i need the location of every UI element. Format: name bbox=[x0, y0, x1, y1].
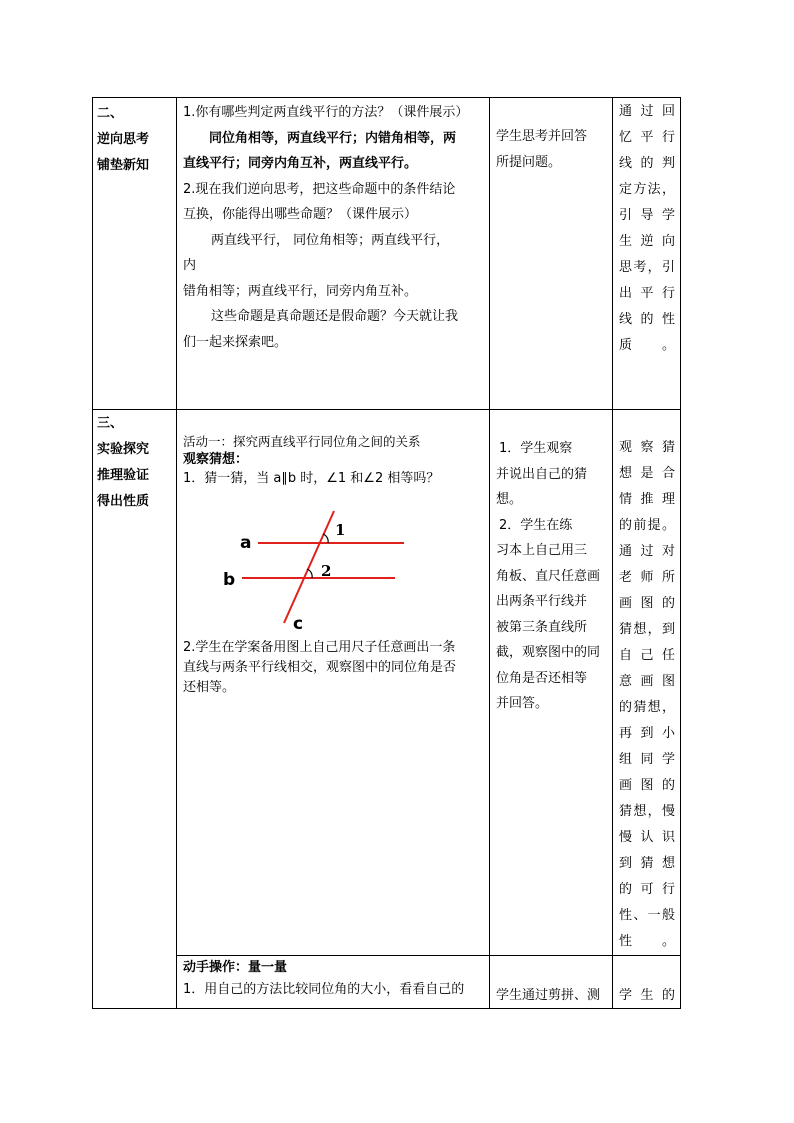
intent-line: 定 方 法 ， bbox=[619, 182, 675, 197]
intent-line: 画 图 的 bbox=[619, 778, 675, 793]
section3-question2 bbox=[183, 638, 456, 698]
content-line: 内 bbox=[183, 258, 197, 273]
intent-line: 自 己 任 bbox=[619, 648, 675, 663]
content-line: 同位角相等，两直线平行；内错角相等，两 bbox=[209, 130, 457, 146]
student-line: 位角是否还相等 bbox=[496, 670, 588, 686]
intent-line: 线 的 判 bbox=[619, 156, 675, 171]
table-col-divider-1 bbox=[176, 97, 177, 1009]
section3-title-line: 实验探究 bbox=[97, 442, 150, 457]
intent-line: 质 。 bbox=[619, 338, 675, 353]
intent-line: 观 察 猜 bbox=[619, 440, 675, 455]
table-row-divider-1 bbox=[92, 409, 681, 410]
section2-title-line: 铺垫新知 bbox=[97, 158, 150, 173]
question-2-line: 直线与两条平行线相交，观察图中的同位角是否 bbox=[183, 660, 457, 675]
intent-line: 引 导 学 bbox=[619, 208, 675, 223]
intent-line: 画 图 的 bbox=[619, 596, 675, 611]
student-line: 学生思考并回答 bbox=[496, 129, 588, 144]
intent-line: 想 是 合 bbox=[619, 466, 675, 481]
intent-line: 性 、 一 般 bbox=[619, 908, 675, 923]
angle-1-label: 1 bbox=[335, 521, 346, 539]
section2-intent bbox=[619, 99, 675, 359]
section2-content bbox=[183, 100, 468, 355]
intent-line: 猜 想 ， 慢 bbox=[619, 804, 675, 819]
section2-student bbox=[496, 124, 587, 175]
intent-line: 猜 想 ， 到 bbox=[619, 622, 675, 637]
parallel-lines-figure bbox=[220, 505, 450, 635]
section3-content bbox=[183, 433, 439, 490]
student-line: 截，观察图中的同 bbox=[496, 645, 601, 660]
student-line: 所提问题。 bbox=[496, 154, 562, 170]
section4-content bbox=[183, 958, 464, 1002]
intent-line: 通 过 对 bbox=[619, 544, 675, 559]
content-line: 们一起来探索吧。 bbox=[183, 334, 288, 350]
hands-on-heading: 动手操作：量一量 bbox=[183, 960, 288, 975]
intent-line: 老 师 所 bbox=[619, 570, 675, 585]
angle-2-label: 2 bbox=[321, 562, 332, 580]
content-line: 1.你有哪些判定两直线平行的方法？（课件展示） bbox=[183, 105, 469, 120]
intent-line: 线 的 性 bbox=[619, 312, 675, 327]
guess-heading: 观察猜想： bbox=[183, 452, 249, 467]
student-line: 学生通过剪拼、测 bbox=[496, 988, 601, 1003]
table-border-bottom bbox=[92, 1008, 681, 1009]
section3-title-line: 推理验证 bbox=[97, 468, 150, 483]
student-line: 并回答。 bbox=[496, 696, 549, 711]
student-line: 想。 bbox=[496, 492, 523, 507]
section3-student bbox=[496, 436, 600, 717]
content-line: 这些命题是真命题还是假命题？今天就让我 bbox=[211, 309, 459, 324]
intent-line: 再 到 小 bbox=[619, 726, 675, 741]
intent-line: 意 画 图 bbox=[619, 674, 675, 689]
student-line: 1．学生观察 bbox=[499, 441, 573, 456]
table-col-divider-3 bbox=[612, 97, 613, 1009]
activity-title: 活动一：探究两直线平行同位角之间的关系 bbox=[183, 434, 421, 449]
intent-line: 情 推 理 bbox=[619, 492, 675, 507]
section2-title-line: 逆向思考 bbox=[97, 132, 150, 147]
table-col-divider-2 bbox=[489, 97, 490, 1009]
section2-title-line: 二、 bbox=[97, 106, 124, 121]
student-line: 被第三条直线所 bbox=[496, 619, 588, 635]
student-line: 出两条平行线并 bbox=[496, 594, 588, 609]
content-line: 两直线平行， 同位角相等；两直线平行， bbox=[211, 232, 450, 248]
intent-line: 忆 平 行 bbox=[619, 130, 675, 145]
section3-title-line: 得出性质 bbox=[97, 494, 150, 509]
intent-line: 思 考 ， 引 bbox=[619, 260, 675, 275]
intent-line: 的 可 行 bbox=[619, 882, 675, 897]
table-border-top bbox=[92, 97, 681, 98]
intent-line: 到 猜 想 bbox=[619, 856, 675, 871]
label-a: a bbox=[240, 533, 252, 553]
question-2-line: 还相等。 bbox=[183, 680, 236, 695]
content-line: 错角相等；两直线平行，同旁内角互补。 bbox=[183, 283, 418, 299]
student-line: 2．学生在练 bbox=[499, 517, 573, 533]
intent-line: 的 猜 想 ， bbox=[619, 700, 675, 715]
section2-title bbox=[97, 101, 149, 179]
content-line: 互换，你能得出哪些命题？（课件展示） bbox=[183, 207, 418, 222]
label-b: b bbox=[223, 570, 236, 590]
section3-title-line: 三、 bbox=[97, 416, 124, 431]
intent-line: 的 前 提 。 bbox=[619, 518, 675, 533]
question-2-line: 2.学生在学案备用图上自己用尺子任意画出一条 bbox=[183, 640, 456, 655]
content-line: 2.现在我们逆向思考，把这些命题中的条件结论 bbox=[183, 181, 456, 197]
table-border-left bbox=[92, 97, 93, 1009]
table-border-right bbox=[680, 97, 681, 1009]
intent-line: 性 。 bbox=[619, 934, 675, 949]
section3-title bbox=[97, 411, 149, 515]
label-c: c bbox=[293, 614, 304, 634]
intent-line: 组 同 学 bbox=[619, 752, 675, 767]
intent-line: 出 平 行 bbox=[619, 286, 675, 301]
student-line: 并说出自己的猜 bbox=[496, 466, 588, 482]
content-line: 直线平行；同旁内角互补，两直线平行。 bbox=[183, 156, 418, 171]
student-line: 角板、直尺任意画 bbox=[496, 568, 601, 584]
question-1: 1．猜一猜，当 a∥b 时，∠1 和∠2 相等吗？ bbox=[183, 471, 440, 486]
section4-intent bbox=[619, 986, 675, 1006]
intent-line: 学 生 的 bbox=[619, 988, 675, 1003]
intent-line: 生 逆 向 bbox=[619, 234, 675, 249]
intent-line: 慢 认 识 bbox=[619, 830, 675, 845]
table-row-divider-2 bbox=[176, 955, 681, 956]
student-line: 习本上自己用三 bbox=[496, 543, 588, 558]
hands-on-line: 1．用自己的方法比较同位角的大小，看看自己的 bbox=[183, 982, 465, 997]
intent-line: 通 过 回 bbox=[619, 104, 675, 119]
section3-intent bbox=[619, 435, 675, 955]
